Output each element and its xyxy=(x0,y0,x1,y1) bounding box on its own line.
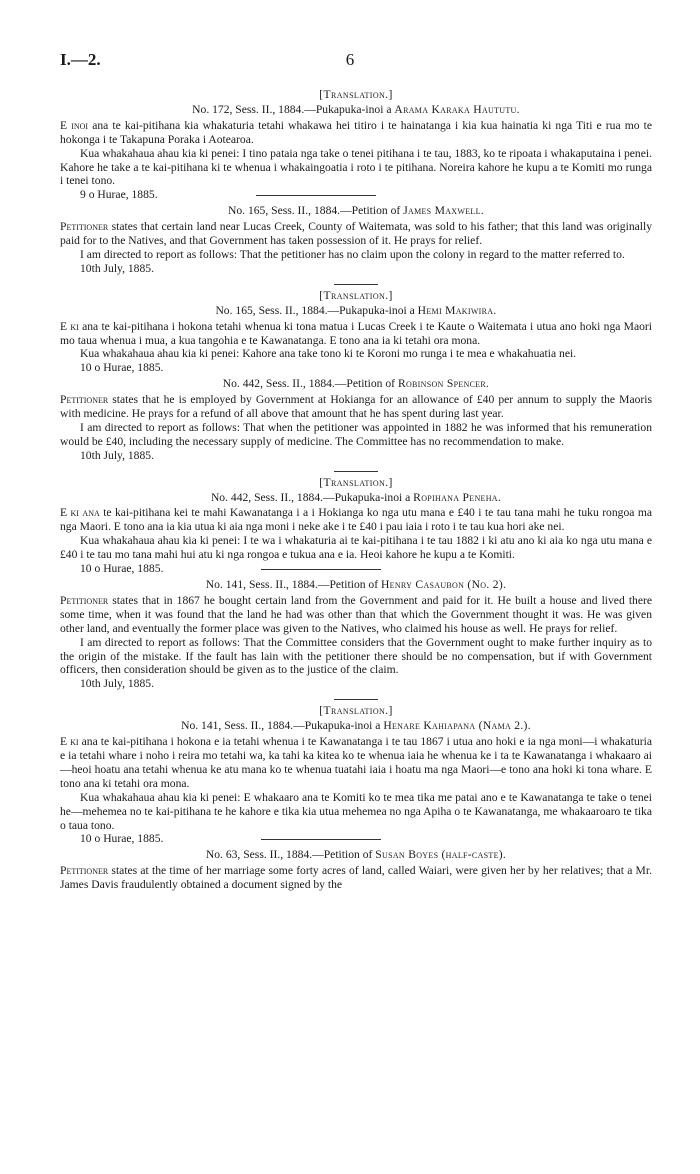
translation-tag: [Translation.] xyxy=(319,475,393,489)
petition-summary: Petitioner states that in 1867 he bought certain land from the Government and paid for it. He built a house and lived there some time, when it was found that the land he had was other than that which the Government thought it was. He was given other land, and eventually the former place was given to the Natives, who claimed his house as well. He prays for relief. xyxy=(60,593,652,635)
report-date: 10th July, 1885. xyxy=(80,261,154,275)
petition-section xyxy=(60,289,652,375)
translation-tag: [Translation.] xyxy=(319,288,393,302)
petition-heading: No. 172, Sess. II., 1884.—Pukapuka-inoi a Arama Karaka Haututu. xyxy=(192,102,520,116)
section-divider xyxy=(261,839,381,840)
petitioner-name: Henry Casaubon (No. 2). xyxy=(381,578,507,591)
report-date: 10 o Hurae, 1885. xyxy=(80,832,164,846)
petition-summary: Petitioner states at the time of her marriage some forty acres of land, called Waiari, were given her by her relatives; that a Mr. James Davis fraudulently obtained a document signed by the xyxy=(60,864,652,892)
petition-heading: No. 165, Sess. II., 1884.—Petition of James Maxwell. xyxy=(227,204,484,218)
petition-summary: E inoi ana te kai-pitihana kia whakaturia tetahi whakawa hei titiro i te hainatanga i kia kua hainatia ki nga Titi e rua mo te hokonga i te Takapuna Poraka i Aotearoa. xyxy=(60,118,652,146)
petition-summary: E ki ana te kai-pitihana i hokona e ia tetahi whenua i te Kawanatanga i te tau 1867 i utua ano hoki e ia nga moni—i whakaturia e ia tetahi whare i noho i reira mo tetahi wa, ka tahi ka kitea ko te whenua iaia he whenua ke i ta te Kawanatanga i whakaaro ai—heoi hoatu ana tetahi whenua ke atu mana ko te whenua tuatahi iaia i hoatu ma nga Maori—e tono ana hoki ki tona whare. E tono ana ki tetahi ora mona. xyxy=(60,735,652,790)
report-date: 10 o Hurae, 1885. xyxy=(80,562,164,576)
petitioner-name: James Maxwell. xyxy=(403,204,484,218)
document-body xyxy=(60,88,652,892)
petition-section xyxy=(60,377,652,471)
petition-heading: No. 141, Sess. II., 1884.—Petition of Henry Casaubon (No. 2). xyxy=(205,578,507,591)
petitioner-name: Robinson Spencer. xyxy=(397,377,490,391)
committee-report: Kua whakahaua ahau kia ki penei: I tino pataia nga take o tenei pitihana i te tau, 1883, ko te ripoata i whakaputaina i penei. Kahore he take a te kai-pitihana ki te whenua i whakaingoatia i roto i te pitihana. Noreira kahore he kupu a te Komiti mo runga i tenei tono. xyxy=(60,146,652,188)
petition-section xyxy=(60,704,652,846)
petition-summary: Petitioner states that he is employed by Government at Hokianga for an allowance of £40 per annum to supply the Maoris with medicine. He prays for a refund of all above that amount that he has spent during last year. xyxy=(60,393,652,421)
petition-section xyxy=(60,88,652,202)
report-date: 10th July, 1885. xyxy=(80,448,154,462)
page-number: 6 xyxy=(345,50,355,69)
petition-summary: E ki ana te kai-pitihana kei te mahi Kawanatanga i a i Hokianga ko nga utu mana e £40 i te tau tana mahi he tuku rongoa ma nga Maori. E tono ana ia kia utua ki aia nga moni i neke ake i te £40 i pau iaia i roto i te tau kua hori ake nei. xyxy=(60,506,652,534)
petition-section xyxy=(60,204,652,285)
section-divider xyxy=(334,471,378,472)
petition-section xyxy=(60,848,652,892)
section-divider xyxy=(334,699,378,700)
petition-heading: No. 63, Sess. II., 1884.—Petition of Susan Boyes (half-caste). xyxy=(205,848,507,862)
committee-report: I am directed to report as follows: That the petitioner has no claim upon the colony in regard to the matter referred to. xyxy=(80,247,625,261)
committee-report: Kua whakahaua ahau kia ki penei: I te wa i whakaturia ai te kai-pitihana i te tau 1882 i ki atu ano ki aia ko nga utu mana e £40 i te tau mo tana mahi hui atu ki nga rongoa e tukua ana e ia. Heoi kahore he kupu a te Komiti. xyxy=(60,534,652,562)
section-divider xyxy=(261,569,381,570)
petitioner-name: Arama Karaka Haututu. xyxy=(394,102,520,116)
committee-report: I am directed to report as follows: That the Committee considers that the Government ought to make further inquiry as to the origin of the mistake. If the fault has lain with the petitioner there should be no compensation, but if with Government officers, then consideration should be given as to the justice of the claim. xyxy=(60,635,652,677)
petition-heading: No. 442, Sess. II., 1884.—Pukapuka-inoi a Ropihana Peneha. xyxy=(210,490,502,504)
translation-tag: [Translation.] xyxy=(319,88,393,101)
section-divider xyxy=(256,195,376,196)
committee-report: I am directed to report as follows: That when the petitioner was appointed in 1882 he was informed that his remuneration would be £40, including the necessary supply of medicine. The Committee has no recommendation to make. xyxy=(60,420,652,448)
petition-section xyxy=(60,578,652,700)
petitioner-name: Ropihana Peneha. xyxy=(413,490,502,504)
petition-heading: No. 442, Sess. II., 1884.—Petition of Robinson Spencer. xyxy=(222,377,490,391)
report-date: 10 o Hurae, 1885. xyxy=(80,361,164,375)
report-date: 10th July, 1885. xyxy=(80,677,154,691)
section-divider xyxy=(334,284,378,285)
petition-section xyxy=(60,476,652,576)
committee-report: Kua whakahaua ahau kia ki penei: E whakaaro ana te Komiti ko te mea tika me patai ano e te Kawanatanga te take o tenei he—mehemea no te kai-pitihana te he kahore e tika kia utua mehemea no nga Apiha o te Kawanatanga, me whakaaroaro te tika o taua tono. xyxy=(60,790,652,832)
committee-report: Kua whakahaua ahau kia ki penei: Kahore ana take tono ki te Koroni mo runga i te mea e whakahuatia nei. xyxy=(80,347,577,361)
petitioner-name: Henare Kahiapana (Nama 2.). xyxy=(383,719,531,733)
petitioner-name: Susan Boyes (half-caste). xyxy=(375,848,507,862)
petition-summary: E ki ana te kai-pitihana i hokona tetahi whenua ki tona matua i Lucas Creek i te Kaute o Waitemata i utua ano hoki nga Maori mo taua whenua i mua, a kua tangohia e te Kawanatanga. E tono ana ia ki tetahi ora mona. xyxy=(60,319,653,347)
petition-summary: Petitioner states that certain land near Lucas Creek, County of Waitemata, was sold to his father; that this land was originally paid for to the Natives, and that Government has taken possession of it. He prays for relief. xyxy=(60,220,652,248)
petitioner-name: Hemi Makiwira. xyxy=(417,303,497,317)
translation-tag: [Translation.] xyxy=(319,704,393,718)
document-reference: I.—2. xyxy=(60,50,101,69)
petition-heading: No. 165, Sess. II., 1884.—Pukapuka-inoi a Hemi Makiwira. xyxy=(215,303,497,317)
petition-heading: No. 141, Sess. II., 1884.—Pukapuka-inoi a Henare Kahiapana (Nama 2.). xyxy=(181,719,531,733)
report-date: 9 o Hurae, 1885. xyxy=(80,188,158,202)
